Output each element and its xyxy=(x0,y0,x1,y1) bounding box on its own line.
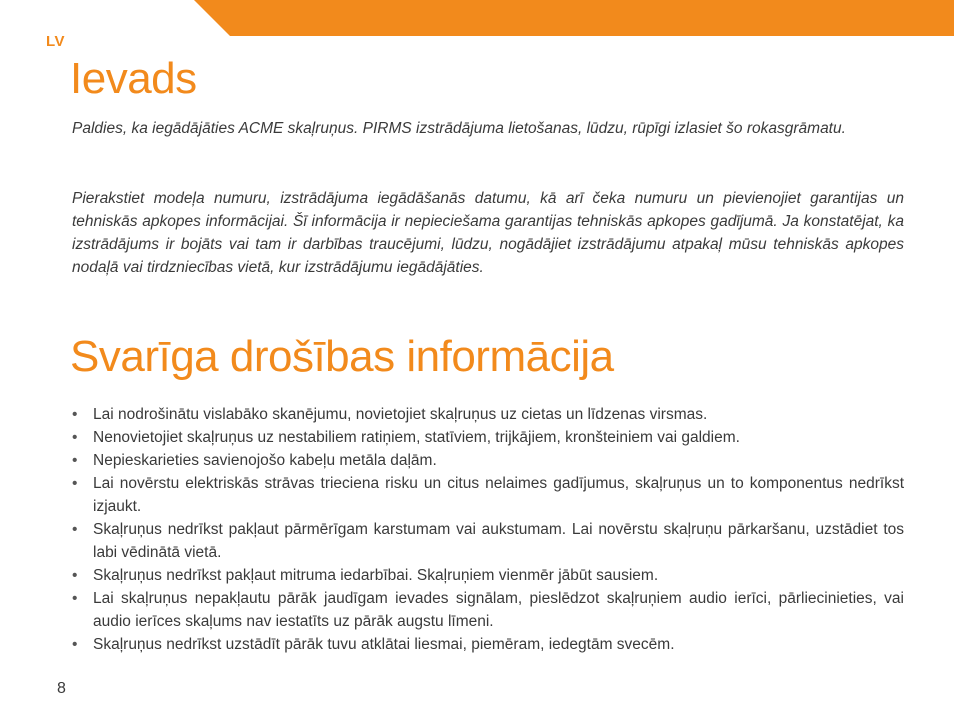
safety-item: • Lai nodrošinātu vislabāko skanējumu, novietojiet skaļruņus uz cietas un līdzenas virsmas. xyxy=(72,403,904,426)
safety-item: • Skaļruņus nedrīkst pakļaut mitruma iedarbībai. Skaļruņiem vienmēr jābūt sausiem. xyxy=(72,564,904,587)
intro-paragraph-1: Paldies, ka iegādājāties ACME skaļruņus. PIRMS izstrādājuma lietošanas, lūdzu, rūpīgi izlasiet šo rokasgrāmatu. xyxy=(72,120,846,137)
safety-item: • Lai novērstu elektriskās strāvas trieciena risku un citus nelaimes gadījumus, skaļruņus un to komponentus nedrīkst izjaukt. xyxy=(72,472,904,518)
safety-item: • Skaļruņus nedrīkst pakļaut pārmērīgam karstumam vai aukstumam. Lai novērstu skaļruņu pārkaršanu, uzstādiet tos labi vēdinātā vietā. xyxy=(72,518,904,564)
language-code: LV xyxy=(46,33,66,50)
safety-item: • Lai skaļruņus nepakļautu pārāk jaudīgam ievades signālam, pieslēdzot skaļruņiem audio ierīci, pārliecinieties, vai audio ierīces skaļums nav iestatīts uz pārāk augstu līmeni. xyxy=(72,587,904,633)
safety-title: Svarīga drošības informācija xyxy=(70,332,614,381)
intro-title: Ievads xyxy=(70,54,197,103)
safety-list xyxy=(72,403,904,656)
safety-item: • Nenovietojiet skaļruņus uz nestabiliem ratiņiem, statīviem, trijkājiem, kronšteiniem vai galdiem. xyxy=(72,426,904,449)
header-band xyxy=(234,0,954,36)
safety-item: • Nepieskarieties savienojošo kabeļu metāla daļām. xyxy=(72,449,904,472)
safety-item: • Skaļruņus nedrīkst uzstādīt pārāk tuvu atklātai liesmai, piemēram, iedegtām svecēm. xyxy=(72,633,904,656)
intro-paragraph-2: Pierakstiet modeļa numuru, izstrādājuma iegādāšanās datumu, kā arī čeka numuru un pievienojiet garantijas un tehniskās apkopes informācijai. Šī informācija ir nepieciešama garantijas tehniskās apkopes gadījumā. Ja konstatējat, ka izstrādājums ir bojāts vai tam ir darbības traucējumi, lūdzu, nogādājiet izstrādājumu atpakaļ mūsu tehniskās apkopes nodaļā vai tirdzniecības vietā, kur izstrādājumu iegādājāties. xyxy=(72,190,904,276)
page-number: 8 xyxy=(57,680,66,697)
